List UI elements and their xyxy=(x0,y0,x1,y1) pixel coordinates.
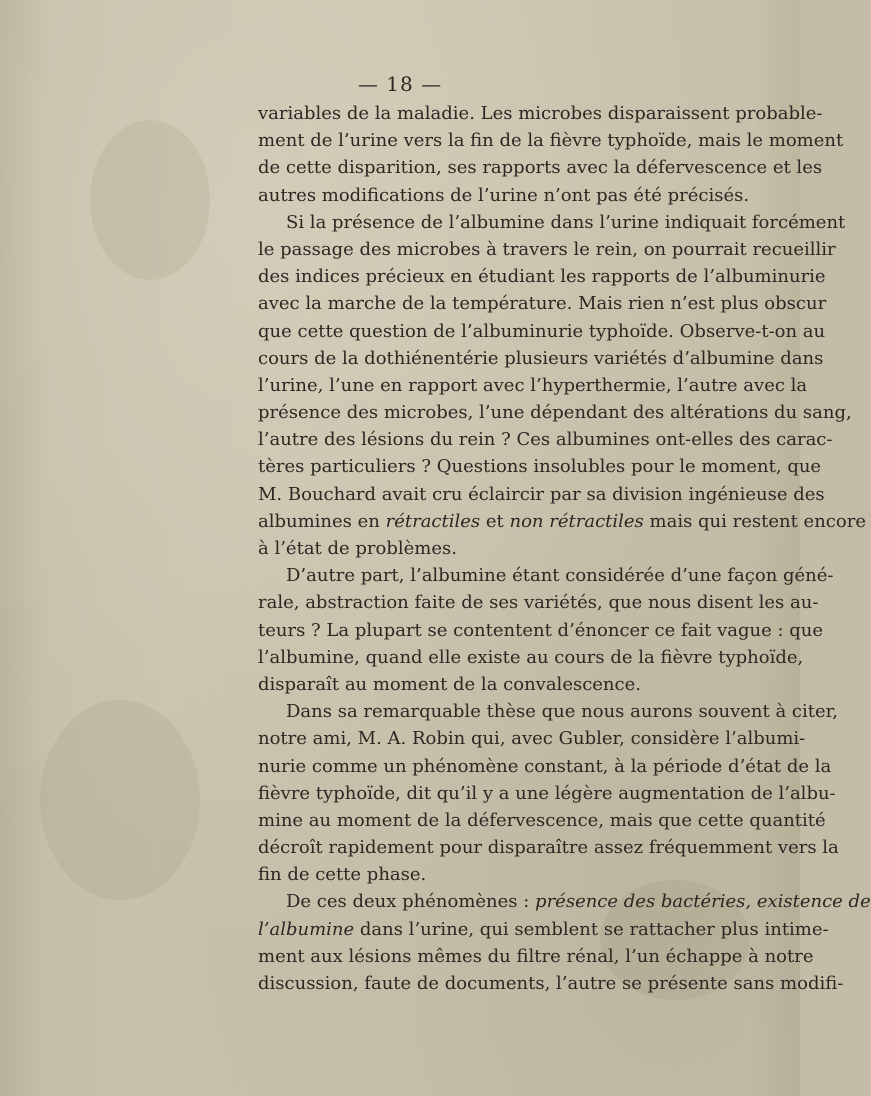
text-line xyxy=(258,916,829,943)
text-segment: ment aux lésions mêmes du filtre rénal, l’un échappe à notre xyxy=(258,945,814,967)
text-segment: fin de cette phase. xyxy=(258,864,427,886)
text-segment: l’albumine, quand elle existe au cours de la fièvre typhoïde, xyxy=(258,646,804,668)
text-segment: décroît rapidement pour disparaître assez fréquemment vers la xyxy=(258,837,839,859)
text-segment: notre ami, M. A. Robin qui, avec Gubler, considère l’albumi- xyxy=(258,728,806,750)
text-segment: que cette question de l’albuminurie typhoïde. Observe-t-on au xyxy=(258,320,826,342)
text-segment: ment de l’urine vers la fin de la fièvre typhoïde, mais le moment xyxy=(258,130,844,152)
text-segment: Si la présence de l’albumine dans l’urine indiquait forcément xyxy=(286,211,846,233)
italic-text: non rétractiles xyxy=(509,510,644,532)
text-line xyxy=(258,943,814,970)
text-segment: autres modifications de l’urine n’ont pas été précisés. xyxy=(258,184,750,206)
text-line xyxy=(258,861,712,888)
text-segment: de cette disparition, ses rapports avec la défervescence et les xyxy=(258,157,823,179)
paper-stain xyxy=(90,120,210,280)
text-segment: présence des microbes, l’une dépendant des altérations du sang, xyxy=(258,402,852,424)
text-segment: variables de la maladie. Les microbes disparaissent probable- xyxy=(258,103,823,124)
text-segment: l’urine, l’une en rapport avec l’hyperthermie, l’autre avec la xyxy=(258,374,808,396)
text-segment: nurie comme un phénomène constant, à la période d’état de la xyxy=(258,755,832,777)
text-line xyxy=(258,644,804,671)
text-line xyxy=(258,263,826,290)
text-segment: des indices précieux en étudiant les rapports de l’albuminurie xyxy=(258,266,826,288)
text-segment: le passage des microbes à travers le rein, on pourrait recueillir xyxy=(258,238,836,260)
text-segment: mais qui restent encore xyxy=(643,510,866,532)
text-line xyxy=(258,318,826,345)
text-line xyxy=(258,127,844,154)
text-line xyxy=(258,970,844,997)
text-line xyxy=(258,617,824,644)
text-line xyxy=(258,372,808,399)
text-line xyxy=(258,481,825,508)
text-segment: disparaît au moment de la convalescence. xyxy=(258,673,641,695)
text-segment: M. Bouchard avait cru éclaircir par sa division ingénieuse des xyxy=(258,483,825,505)
text-segment: teurs ? La plupart se contentent d’énoncer ce fait vague : que xyxy=(258,619,824,641)
text-segment: et xyxy=(480,510,510,532)
paper-stain xyxy=(40,700,200,900)
text-line xyxy=(258,399,852,426)
text-line xyxy=(258,780,836,807)
text-line xyxy=(258,535,712,562)
text-segment: l’autre des lésions du rein ? Ces albumines ont-elles des carac- xyxy=(258,429,833,451)
text-line xyxy=(258,807,826,834)
text-line xyxy=(258,236,836,263)
text-segment: mine au moment de la défervescence, mais que cette quantité xyxy=(258,809,826,831)
text-segment: à l’état de problèmes. xyxy=(258,538,457,559)
text-line xyxy=(258,562,834,589)
text-segment: rale, abstraction faite de ses variétés, que nous disent les au- xyxy=(258,592,819,614)
text-line xyxy=(258,290,827,317)
italic-text: l’albumine xyxy=(258,918,355,940)
text-line xyxy=(258,888,871,915)
text-line xyxy=(258,453,822,480)
text-segment: albumines en xyxy=(258,510,386,532)
text-line xyxy=(258,589,819,616)
text-segment: D’autre part, l’albumine étant considérée d’une façon géné- xyxy=(286,565,834,587)
italic-text: présence des bactéries, existence de xyxy=(535,891,871,913)
text-segment: avec la marche de la température. Mais rien n’est plus obscur xyxy=(258,293,827,315)
text-segment: cours de la dothiénentérie plusieurs variétés d’albumine dans xyxy=(258,347,824,369)
text-line xyxy=(258,182,750,209)
text-line xyxy=(258,345,824,372)
page-number-header: — 18 — xyxy=(357,72,443,96)
text-segment: discussion, faute de documents, l’autre se présente sans modifi- xyxy=(258,973,844,994)
body-text xyxy=(258,100,871,997)
text-segment: De ces deux phénomènes : xyxy=(286,891,536,913)
text-line xyxy=(258,154,823,181)
italic-text: rétractiles xyxy=(385,510,481,532)
text-line xyxy=(258,698,839,725)
text-line xyxy=(258,753,832,780)
text-segment: tères particuliers ? Questions insolubles pour le moment, que xyxy=(258,456,822,478)
text-line xyxy=(258,671,712,698)
text-segment: Dans sa remarquable thèse que nous aurons souvent à citer, xyxy=(286,701,839,723)
text-line xyxy=(258,834,839,861)
text-segment: dans l’urine, qui semblent se rattacher plus intime- xyxy=(354,918,829,940)
text-line xyxy=(258,209,846,236)
text-segment: fièvre typhoïde, dit qu’il y a une légère augmentation de l’albu- xyxy=(258,782,836,804)
text-line xyxy=(258,725,806,752)
text-line xyxy=(258,508,866,535)
text-line xyxy=(258,426,833,453)
text-line xyxy=(258,100,823,127)
